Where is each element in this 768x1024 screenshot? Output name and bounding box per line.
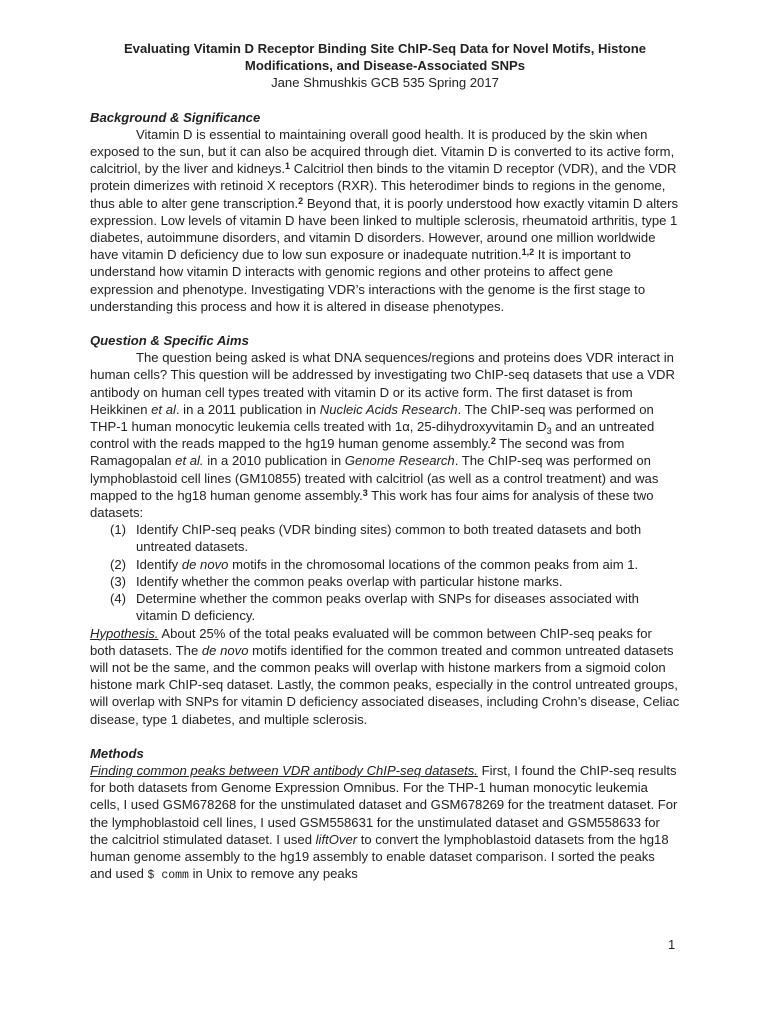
list-item: (3) Identify whether the common peaks overlap with particular histone marks.	[110, 573, 563, 589]
list-item: (1) Identify ChIP-seq peaks (VDR binding sites) common to both treated datasets and both untreated datasets.	[110, 522, 642, 555]
hypothesis-label: Hypothesis.	[90, 625, 159, 641]
list-item: (4) Determine whether the common peaks overlap with SNPs for diseases associated with vitamin D deficiency.	[110, 591, 639, 624]
aims-heading: Question & Specific Aims	[90, 333, 249, 349]
aims-paragraph: The question being asked is what DNA sequences/regions and proteins does VDR interact in human cells? This question will be addressed by investigating two ChIP-seq datasets that use a VDR antibody on human cell types treated with vitamin D or its active form. The first dataset is from Heikkinen et al. in a 2011 publication in Nucleic Acids Research. The ChIP-seq was performed on THP-1 human monocytic leukemia cells treated with 1α, 25-dihydroxyvitamin $D_3$ and an untreated control with the reads mapped to the hg19 human genome assembly.$^2$ The second was from Ramagopalan et al. in a 2010 publication in Genome Research. The ChIP-seq was performed on lymphoblastoid cell lines (GM10855) treated with calcitriol (as well as a control treatment) and was mapped to the hg18 human genome assembly.$^3$ This work has four aims for analysis of these two datasets:	[90, 350, 675, 521]
title-line-1: Evaluating Vitamin D Receptor Binding Site ChIP-Seq Data for Novel Motifs, Histone	[123, 41, 647, 56]
hypothesis-paragraph: Hypothesis. About 25% of the total peaks evaluated will be common between ChIP-seq peaks for both datasets. The de novo motifs identified for the common treated and common untreated datasets will not be the same, and the common peaks will overlap with histone markers from a sigmoid colon histone mark ChIP-seq dataset. Lastly, the common peaks, especially in the control untreated groups, will overlap with SNPs for vitamin D deficiency associated diseases, including Crohn’s disease, Celiac disease, type 1 diabetes, and multiple sclerosis.	[90, 625, 680, 727]
page-number: 1	[668, 937, 676, 952]
list-item: (2) Identify de novo motifs in the chromosomal locations of the common peaks from aim 1.	[110, 556, 639, 572]
document-page	[90, 40, 680, 884]
background-heading: Background & Significance	[90, 109, 261, 125]
background-paragraph: Vitamin D is essential to maintaining overall good health. It is produced by the skin when exposed to the sun, but it can also be acquired through diet. Vitamin D is converted to its active form, calcitriol, by the liver and kidneys.$^1$ Calcitriol then binds to the vitamin D receptor (VDR), and the VDR protein dimerizes with retinoid X receptors (RXR). This heterodimer binds to regions in the genome, thus able to alter gene transcription.$^2$ Beyond that, it is poorly understood how exactly vitamin D alters expression. Low levels of vitamin D have been linked to multiple sclerosis, rheumatoid arthritis, type 1 diabetes, autoimmune disorders, and vitamin D disorders. However, around one million worldwide have vitamin D deficiency due to low sun exposure or inadequate nutrition.$^{1,2}$ It is important to understand how vitamin D interacts with genomic regions and other proteins to affect gene expression and phenotype. Investigating VDR’s interactions with the genome is the first stage to understanding this process and how it is altered in disease phenotypes.	[90, 126, 678, 314]
title-line-2: Modifications, and Disease-Associated SNPs	[244, 58, 526, 74]
methods-paragraph: Finding common peaks between VDR antibody ChIP-seq datasets. First, I found the ChIP-seq results for both datasets from Genome Expression Omnibus. For the THP-1 human monocytic leukemia cells, I used GSM678268 for the unstimulated dataset and GSM678269 for the treatment dataset. For the lymphoblastoid cell lines, I used GSM558631 for the unstimulated dataset and GSM558633 for the calcitriol stimulated dataset. I used liftOver to convert the lymphoblastoid datasets from the hg18 human genome assembly to the hg19 assembly to enable dataset comparison. I sorted the peaks and used $ comm in Unix to remove any peaks	[90, 762, 678, 883]
methods-heading: Methods	[90, 745, 144, 761]
code-snippet: $ comm	[147, 869, 189, 883]
author-line: Jane Shmushkis GCB 535 Spring 2017	[271, 75, 499, 91]
aims-list	[90, 521, 680, 624]
methods-subheading: Finding common peaks between VDR antibody ChIP-seq datasets.	[90, 762, 478, 778]
